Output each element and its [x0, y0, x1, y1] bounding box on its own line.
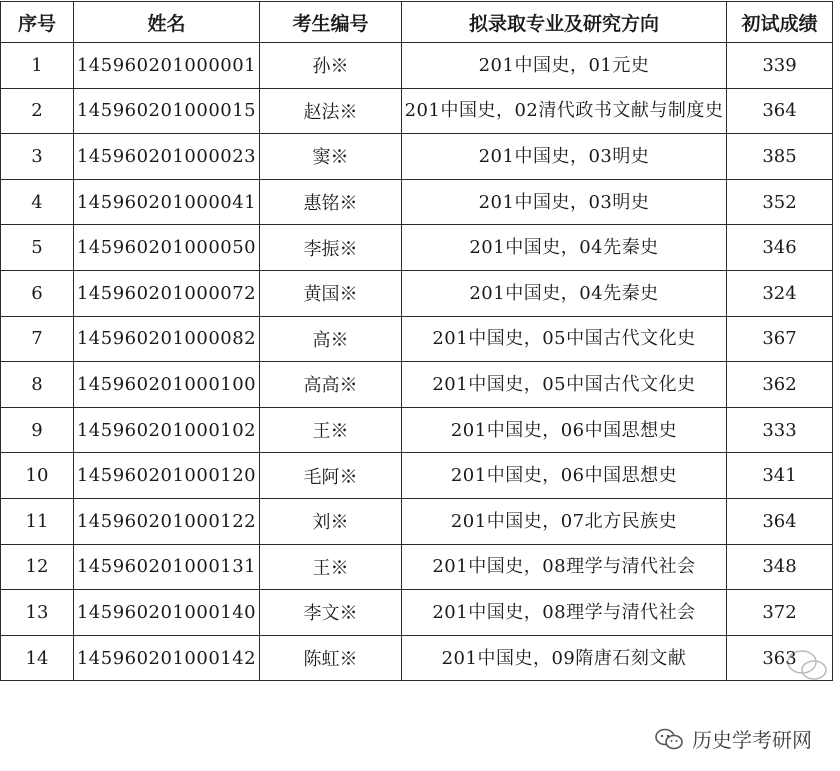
cell-score: 346	[727, 225, 833, 271]
cell-name: 孙※	[260, 43, 402, 89]
cell-exam-id: 145960201000122	[74, 498, 260, 544]
cell-seq: 6	[1, 270, 74, 316]
cell-name: 王※	[260, 407, 402, 453]
cell-exam-id: 145960201000082	[74, 316, 260, 362]
cell-exam-id: 145960201000001	[74, 43, 260, 89]
cell-exam-id: 145960201000072	[74, 270, 260, 316]
cell-exam-id: 145960201000142	[74, 635, 260, 681]
header-name: 姓名	[74, 2, 260, 43]
cell-score: 339	[727, 43, 833, 89]
table-row	[1, 270, 833, 316]
cell-seq: 10	[1, 453, 74, 499]
table-row	[1, 544, 833, 590]
table-row	[1, 498, 833, 544]
cell-name: 赵法※	[260, 88, 402, 134]
cell-major: 201中国史，07北方民族史	[402, 498, 727, 544]
cell-major: 201中国史，09隋唐石刻文献	[402, 635, 727, 681]
table-row	[1, 134, 833, 180]
cell-seq: 4	[1, 179, 74, 225]
cell-name: 李文※	[260, 590, 402, 636]
cell-name: 窦※	[260, 134, 402, 180]
watermark	[654, 724, 812, 753]
cell-exam-id: 145960201000102	[74, 407, 260, 453]
header-major: 拟录取专业及研究方向	[402, 2, 727, 43]
cell-seq: 7	[1, 316, 74, 362]
cell-name: 毛阿※	[260, 453, 402, 499]
cell-exam-id: 145960201000041	[74, 179, 260, 225]
cell-exam-id: 145960201000023	[74, 134, 260, 180]
cell-name: 高高※	[260, 362, 402, 408]
header-seq: 序号	[1, 2, 74, 43]
table-row	[1, 362, 833, 408]
cell-seq: 1	[1, 43, 74, 89]
cell-major: 201中国史，06中国思想史	[402, 453, 727, 499]
cell-seq: 3	[1, 134, 74, 180]
cell-major: 201中国史，05中国古代文化史	[402, 316, 727, 362]
cell-name: 刘※	[260, 498, 402, 544]
cell-name: 高※	[260, 316, 402, 362]
cell-major: 201中国史，02清代政书文献与制度史	[402, 88, 727, 134]
cell-name: 黄国※	[260, 270, 402, 316]
cell-exam-id: 145960201000120	[74, 453, 260, 499]
cell-score: 333	[727, 407, 833, 453]
cell-score: 372	[727, 590, 833, 636]
cell-seq: 11	[1, 498, 74, 544]
wechat-icon	[654, 727, 684, 751]
cell-seq: 12	[1, 544, 74, 590]
watermark-text: 历史学考研网	[692, 728, 812, 752]
table-body	[1, 43, 833, 681]
cell-seq: 13	[1, 590, 74, 636]
cell-major: 201中国史，01元史	[402, 43, 727, 89]
table-row	[1, 407, 833, 453]
cell-score: 341	[727, 453, 833, 499]
cell-major: 201中国史，03明史	[402, 179, 727, 225]
table-row	[1, 316, 833, 362]
cell-major: 201中国史，04先秦史	[402, 270, 727, 316]
cell-score: 364	[727, 498, 833, 544]
cell-name: 李振※	[260, 225, 402, 271]
cell-exam-id: 145960201000140	[74, 590, 260, 636]
cell-major: 201中国史，05中国古代文化史	[402, 362, 727, 408]
cell-seq: 5	[1, 225, 74, 271]
cell-score: 364	[727, 88, 833, 134]
cell-major: 201中国史，04先秦史	[402, 225, 727, 271]
table-row	[1, 179, 833, 225]
cell-seq: 8	[1, 362, 74, 408]
cell-score: 352	[727, 179, 833, 225]
cell-name: 惠铭※	[260, 179, 402, 225]
cell-major: 201中国史，06中国思想史	[402, 407, 727, 453]
cell-score: 367	[727, 316, 833, 362]
cell-name: 王※	[260, 544, 402, 590]
cell-major: 201中国史，08理学与清代社会	[402, 590, 727, 636]
table-row	[1, 635, 833, 681]
cell-seq: 2	[1, 88, 74, 134]
table-row	[1, 590, 833, 636]
cell-seq: 14	[1, 635, 74, 681]
cell-score: 362	[727, 362, 833, 408]
wechat-corner-watermark-icon	[784, 646, 830, 686]
cell-exam-id: 145960201000015	[74, 88, 260, 134]
header-row	[1, 2, 833, 43]
cell-major: 201中国史，03明史	[402, 134, 727, 180]
table-row	[1, 453, 833, 499]
header-exam-id: 考生编号	[260, 2, 402, 43]
cell-score: 385	[727, 134, 833, 180]
admission-table	[0, 1, 833, 681]
table-row	[1, 225, 833, 271]
cell-major: 201中国史，08理学与清代社会	[402, 544, 727, 590]
cell-seq: 9	[1, 407, 74, 453]
cell-score: 363	[727, 635, 833, 681]
cell-exam-id: 145960201000131	[74, 544, 260, 590]
table-row	[1, 43, 833, 89]
cell-score: 324	[727, 270, 833, 316]
cell-exam-id: 145960201000050	[74, 225, 260, 271]
header-score: 初试成绩	[727, 2, 833, 43]
table-row	[1, 88, 833, 134]
cell-exam-id: 145960201000100	[74, 362, 260, 408]
cell-name: 陈虹※	[260, 635, 402, 681]
cell-score: 348	[727, 544, 833, 590]
